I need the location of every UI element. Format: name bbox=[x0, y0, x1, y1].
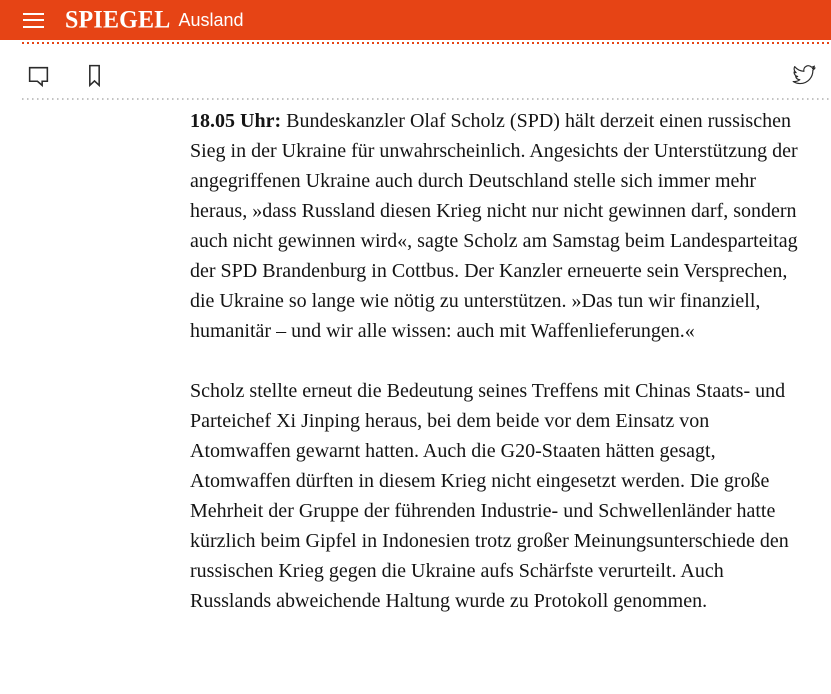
hamburger-icon bbox=[23, 19, 44, 21]
liveblog-entry-paragraph bbox=[190, 106, 805, 346]
hamburger-icon bbox=[23, 13, 44, 15]
spiegel-logo[interactable]: SPIEGEL bbox=[65, 6, 171, 34]
bookmark-button[interactable] bbox=[82, 62, 107, 89]
bookmark-icon bbox=[82, 62, 107, 89]
comments-button[interactable] bbox=[26, 63, 51, 88]
hamburger-icon bbox=[23, 26, 44, 28]
article-content bbox=[0, 100, 831, 616]
entry-timestamp: 18.05 Uhr: bbox=[190, 110, 282, 132]
entry-text: Bundeskanzler Olaf Scholz (SPD) hält derzeit einen russischen Sieg in der Ukraine für unwahrscheinlich. Angesichts der Unterstützung der angegriffenen Ukraine auch durch Deutschland stelle sich immer mehr heraus, »dass Russland diesen Krieg nicht nur nicht gewinnen darf, sondern auch nicht gewinnen wird«, sagte Scholz am Samstag beim Landesparteitag der SPD Brandenburg in Cottbus. Der Kanzler erneuerte sein Versprechen, die Ukraine so lange wie nötig zu unterstützen. »Das tun wir finanziell, humanitär – und wir alle wissen: auch mit Waffenlieferungen.« bbox=[190, 110, 798, 342]
toolbar bbox=[0, 44, 831, 98]
menu-button[interactable] bbox=[23, 13, 44, 28]
app-header bbox=[0, 0, 831, 40]
section-label[interactable]: Ausland bbox=[178, 10, 244, 30]
twitter-share-button[interactable] bbox=[791, 63, 817, 87]
article-paragraph: Scholz stellte erneut die Bedeutung seines Treffens mit Chinas Staats- und Parteichef Xi Jinping heraus, bei dem beide vor dem Einsatz von Atomwaffen gewarnt hatten. Auch die G20-Staaten hätten gesagt, Atomwaffen dürften in diesem Krieg nicht eingesetzt werden. Die große Mehrheit der Gruppe der führenden Industrie- und Schwellenländer hatte kürzlich beim Gipfel in Indonesien trotz großer Meinungsunterschiede den russischen Krieg gegen die Ukraine aufs Schärfste verurteilt. Auch Russlands abweichende Haltung wurde zu Protokoll genommen. bbox=[190, 380, 789, 612]
comment-icon bbox=[26, 63, 51, 88]
twitter-icon bbox=[791, 63, 817, 87]
